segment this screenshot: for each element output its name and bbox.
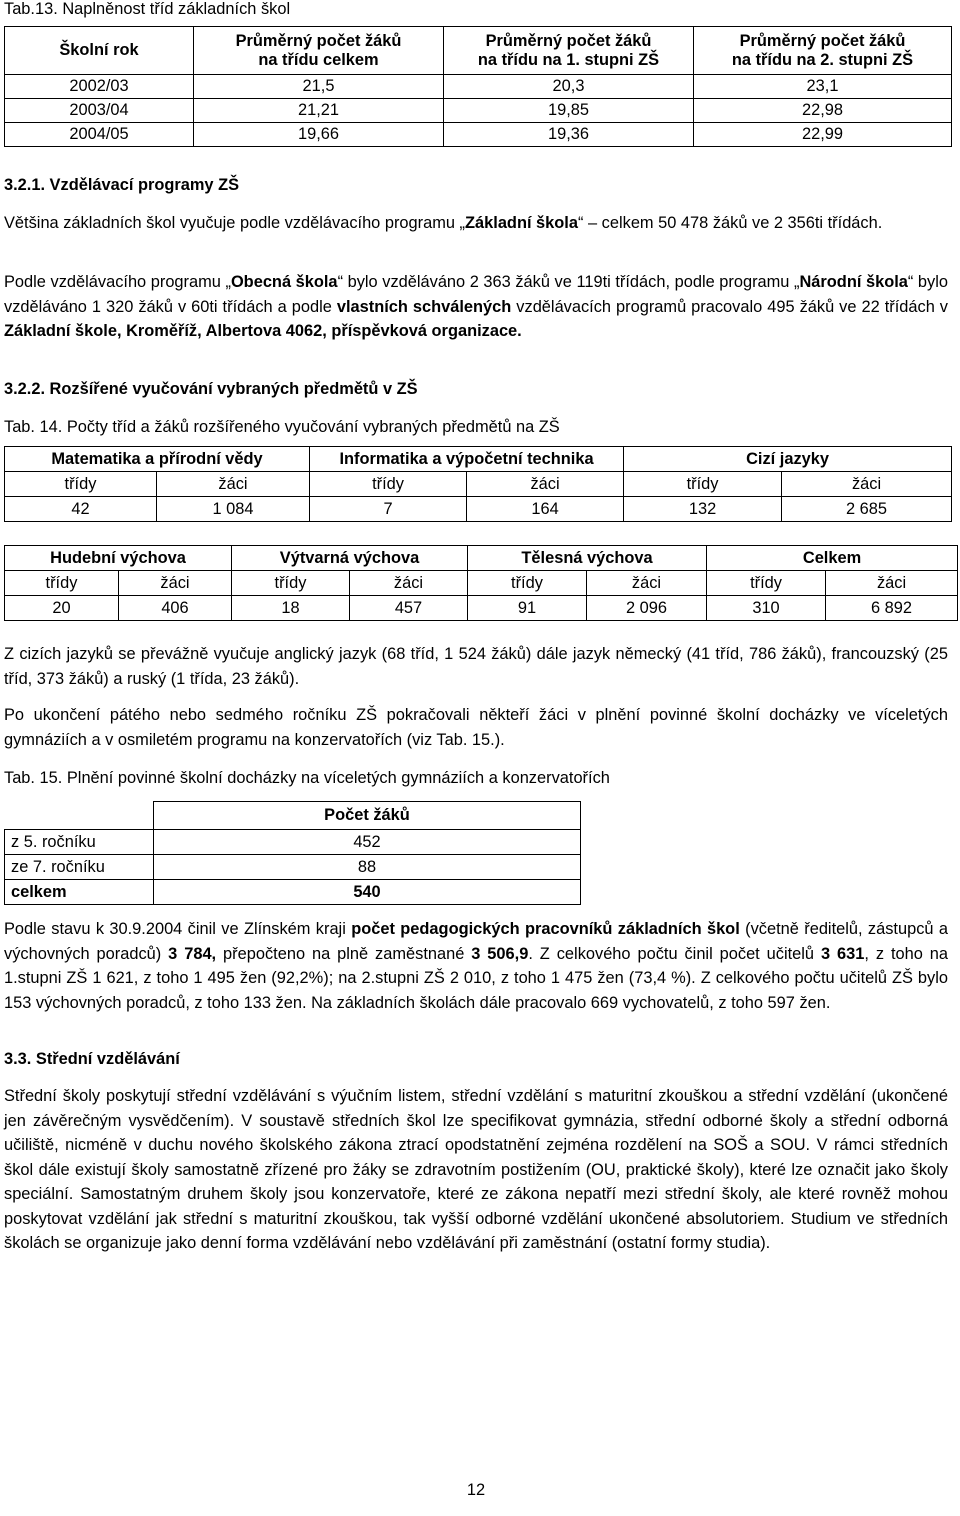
text-span: “ – celkem 50 478 žáků ve 2 356ti třídách. bbox=[577, 214, 883, 232]
tab13-h1a: Průměrný počet žáků bbox=[235, 31, 402, 50]
text-span: , z toho na 1.stupni ZŠ 1 621, z toho 1 495 žen (92,2%); na 2.stupni ZŠ 2 010, z toho 1 475 žen (73,4 %). Z celkového počtu učitelů ZŠ bylo 153 výchovných poradců, z toho 133 žen. Na základních školách dále pracovalo 669 vychovatelů, z toho 597 žen. bbox=[4, 944, 949, 1012]
table-cell: 19,36 bbox=[444, 123, 694, 147]
table-subheader: žáci bbox=[119, 571, 232, 596]
text-span: Podle vzdělávacího programu „ bbox=[4, 273, 231, 291]
table-cell: 7 bbox=[310, 497, 467, 522]
tab13-h1b: na třídu celkem bbox=[258, 50, 379, 69]
table-cell: 22,98 bbox=[694, 99, 952, 123]
table-cell: 310 bbox=[707, 596, 826, 621]
table-subheader: žáci bbox=[782, 472, 952, 497]
text-span-bold: 3 784, bbox=[168, 944, 217, 963]
table-group-header: Matematika a přírodní vědy bbox=[5, 447, 310, 472]
table-cell: 88 bbox=[154, 855, 581, 880]
tab13-h3a: Průměrný počet žáků bbox=[739, 31, 906, 50]
table-cell: 19,85 bbox=[444, 99, 694, 123]
table-group-header: Tělesná výchova bbox=[468, 546, 707, 571]
table-cell: 18 bbox=[232, 596, 350, 621]
table-row bbox=[5, 99, 952, 123]
table-subheader: třídy bbox=[232, 571, 350, 596]
table-cell: 23,1 bbox=[694, 75, 952, 99]
tab13-h2a: Průměrný počet žáků bbox=[485, 31, 652, 50]
text-span: (včetně ředitelů, zástupců a výchovných poradců) bbox=[4, 920, 949, 963]
table-row bbox=[5, 855, 581, 880]
table-cell: 20 bbox=[5, 596, 119, 621]
text-span-bold: Základní škola bbox=[465, 214, 578, 232]
table-subheader: třídy bbox=[310, 472, 467, 497]
tab13-h3b: na třídu na 2. stupni ZŠ bbox=[731, 50, 914, 69]
table-cell: 406 bbox=[119, 596, 232, 621]
table-cell: 132 bbox=[624, 497, 782, 522]
table-row bbox=[5, 830, 581, 855]
table-row bbox=[5, 596, 958, 621]
table-cell: 164 bbox=[467, 497, 624, 522]
text-span: “ bylo vzděláváno 2 363 žáků ve 119ti třídách, podle programu „ bbox=[337, 273, 800, 291]
table-cell: 19,66 bbox=[194, 123, 444, 147]
tab15-header: Počet žáků bbox=[154, 802, 581, 830]
table-group-header: Hudební výchova bbox=[5, 546, 232, 571]
text-span: přepočteno na plně zaměstnané bbox=[216, 944, 472, 963]
table-cell: 2 096 bbox=[587, 596, 707, 621]
table-cell: 457 bbox=[350, 596, 468, 621]
table-group-header: Celkem bbox=[707, 546, 958, 571]
text-span-bold: počet pedagogických pracovníků základních škol bbox=[351, 920, 740, 938]
paragraph-321-2 bbox=[4, 270, 948, 344]
text-span: Většina základních škol vyučuje podle vzdělávacího programu „ bbox=[4, 214, 466, 232]
text-span: “ bylo vzděláváno 1 320 žáků v 60ti třídách a podle bbox=[4, 273, 948, 316]
table-subheader: třídy bbox=[5, 472, 157, 497]
table-cell: 42 bbox=[5, 497, 157, 522]
section-heading-322: 3.2.2. Rozšířené vyučování vybraných předmětů v ZŠ bbox=[4, 380, 418, 398]
table-subheader: žáci bbox=[826, 571, 958, 596]
paragraph-languages: Z cizích jazyků se převážně vyučuje anglický jazyk (68 tříd, 1 524 žáků) dále jazyk německý (41 tříd, 786 žáků), francouzský (25 tříd, 373 žáků) a ruský (1 třída, 23 žáků). bbox=[4, 645, 948, 688]
table-subheader: žáci bbox=[157, 472, 310, 497]
paragraph-secondary: Střední školy poskytují střední vzdělávání s výučním listem, střední vzdělání s maturitní zkouškou a střední vzdělání (ukončené jen závěrečným vysvědčením). V soustavě středních škol lze specifikovat gymnázia, střední odborné školy a střední odborná učiliště, nicméně v duchu nového školského zákona ztrací opodstatnění zejména rozdělení na SOŠ a SOU. V rámci středních škol dále existují školy samostatně zřízené pro žáky se zdravotním postižením (OU, praktické školy), které lze označit jako školy speciální. Samostatným druhem školy jsou konzervatoře, které ze zákona nepatří mezi střední školy, ale které rovněž mohou poskytovat vzdělání jak střední s maturitní zkouškou, tak vyšší odborné vzdělání ukončené absolutoriem. Studium ve středních školách se organizuje jako denní forma vzdělávání nebo vzdělávání při zaměstnání (ostatní formy studia). bbox=[4, 1087, 948, 1252]
table-cell: 2003/04 bbox=[5, 99, 194, 123]
tab13-header-year: Školní rok bbox=[5, 27, 194, 75]
tab13-header-first bbox=[444, 27, 694, 75]
tab13-table bbox=[4, 26, 952, 147]
table-subheader: třídy bbox=[5, 571, 119, 596]
table-cell: 2002/03 bbox=[5, 75, 194, 99]
tab15-caption: Tab. 15. Plnění povinné školní docházky na víceletých gymnáziích a konzervatořích bbox=[4, 769, 610, 787]
tab15-table bbox=[4, 801, 581, 905]
table-cell: 1 084 bbox=[157, 497, 310, 522]
tab14-table-a bbox=[4, 446, 952, 522]
paragraph-321-1 bbox=[4, 211, 948, 236]
table-cell: 2 685 bbox=[782, 497, 952, 522]
table-subheader: žáci bbox=[350, 571, 468, 596]
table-cell: 20,3 bbox=[444, 75, 694, 99]
section-heading-321: 3.2.1. Vzdělávací programy ZŠ bbox=[4, 176, 240, 194]
table-row bbox=[5, 497, 952, 522]
table-cell: 540 bbox=[154, 880, 581, 905]
table-subheader: žáci bbox=[467, 472, 624, 497]
text-span-bold: Národní škola bbox=[799, 273, 908, 291]
text-span-bold: Základní škole, Kroměříž, Albertova 4062, příspěvková organizace. bbox=[4, 322, 522, 340]
text-span-bold: 3 631 bbox=[820, 944, 865, 963]
table-cell: 22,99 bbox=[694, 123, 952, 147]
table-row bbox=[5, 75, 952, 99]
tab13-header-total bbox=[194, 27, 444, 75]
tab14-table-b bbox=[4, 545, 958, 621]
tab13-header-second bbox=[694, 27, 952, 75]
text-span: . Z celkového počtu činil počet učitelů bbox=[528, 944, 821, 963]
table-subheader: třídy bbox=[707, 571, 826, 596]
table-cell: 21,21 bbox=[194, 99, 444, 123]
text-span-bold: vlastních schválených bbox=[336, 297, 512, 316]
table-cell: 91 bbox=[468, 596, 587, 621]
paragraph-gymnasia: Po ukončení pátého nebo sedmého ročníku ZŠ pokračovali někteří žáci v plnění povinné školní docházky ve víceletých gymnáziích a v osmiletém programu na konzervatořích (viz Tab. 15.). bbox=[4, 706, 948, 749]
table-group-header: Cizí jazyky bbox=[624, 447, 952, 472]
table-subheader: třídy bbox=[468, 571, 587, 596]
text-span: Podle stavu k 30.9.2004 činil ve Zlínském kraji bbox=[4, 920, 352, 938]
paragraph-staff bbox=[4, 917, 948, 1015]
table-cell: z 5. ročníku bbox=[5, 830, 154, 855]
table-row bbox=[5, 880, 581, 905]
table-empty-cell bbox=[5, 802, 154, 830]
table-cell: 452 bbox=[154, 830, 581, 855]
table-cell: 21,5 bbox=[194, 75, 444, 99]
tab13-h2b: na třídu na 1. stupni ZŠ bbox=[477, 50, 660, 69]
tab14-caption: Tab. 14. Počty tříd a žáků rozšířeného vyučování vybraných předmětů na ZŠ bbox=[4, 418, 560, 436]
table-cell: 2004/05 bbox=[5, 123, 194, 147]
table-subheader: žáci bbox=[587, 571, 707, 596]
text-span-bold: Obecná škola bbox=[230, 273, 338, 291]
table-cell: celkem bbox=[5, 880, 154, 905]
table-group-header: Výtvarná výchova bbox=[232, 546, 468, 571]
table-cell: 6 892 bbox=[826, 596, 958, 621]
section-heading-33: 3.3. Střední vzdělávání bbox=[4, 1050, 180, 1068]
table-subheader: třídy bbox=[624, 472, 782, 497]
table-row bbox=[5, 123, 952, 147]
tab13-caption: Tab.13. Naplněnost tříd základních škol bbox=[4, 0, 291, 18]
text-span: vzdělávacích programů pracovalo 495 žáků ve 22 třídách v bbox=[511, 297, 948, 316]
text-span-bold: 3 506,9 bbox=[471, 944, 529, 963]
table-cell: ze 7. ročníku bbox=[5, 855, 154, 880]
table-group-header: Informatika a výpočetní technika bbox=[310, 447, 624, 472]
page-number: 12 bbox=[466, 1481, 486, 1499]
